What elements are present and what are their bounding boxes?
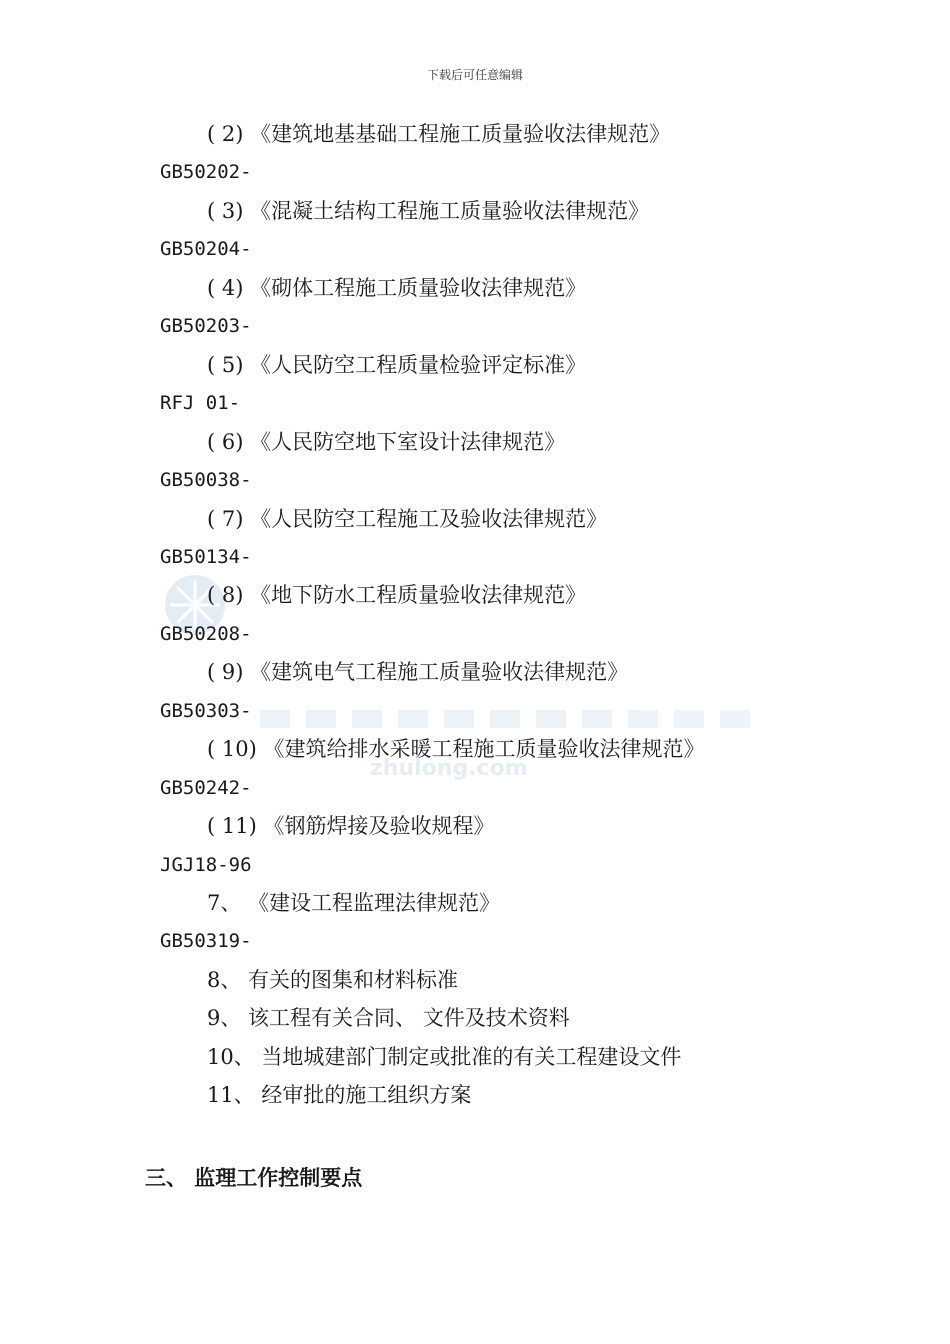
page-header: 下载后可任意编辑 xyxy=(426,68,523,82)
watermark-band xyxy=(260,710,760,728)
standard-code: GB50242- xyxy=(160,776,252,799)
list-item: ( 10) 《建筑给排水采暖工程施工质量验收法律规范》 xyxy=(207,737,705,762)
standard-code: GB50208- xyxy=(160,622,252,645)
list-item: 7、 《建设工程监理法律规范》 xyxy=(207,891,501,915)
list-item: ( 5) 《人民防空工程质量检验评定标准》 xyxy=(207,352,587,377)
standard-code: GB50038- xyxy=(160,469,252,492)
section-heading: 三、 监理工作控制要点 xyxy=(145,1166,363,1190)
standard-code: GB50134- xyxy=(160,545,252,568)
standard-code: GB50203- xyxy=(160,315,252,338)
standard-code: GB50204- xyxy=(160,238,252,261)
list-item: 8、 有关的图集和材料标准 xyxy=(207,967,459,992)
standard-code: GB50202- xyxy=(160,161,252,184)
list-item: 11、 经审批的施工组织方案 xyxy=(207,1083,472,1108)
standard-code: GB50319- xyxy=(160,930,252,953)
standard-code: GB50303- xyxy=(160,699,252,722)
list-item: 10、 当地城建部门制定或批准的有关工程建设文件 xyxy=(207,1044,682,1069)
list-item: ( 3) 《混凝土结构工程施工质量验收法律规范》 xyxy=(207,198,650,223)
list-item: ( 7) 《人民防空工程施工及验收法律规范》 xyxy=(207,506,608,531)
list-item: 9、 该工程有关合同、 文件及技术资料 xyxy=(207,1006,570,1031)
list-item: ( 6) 《人民防空地下室设计法律规范》 xyxy=(207,429,566,454)
standard-code: RFJ 01- xyxy=(160,392,241,415)
list-item: ( 4) 《砌体工程施工质量验收法律规范》 xyxy=(207,275,587,300)
watermark-text: zhulong.com xyxy=(370,756,528,781)
list-item: ( 9) 《建筑电气工程施工质量验收法律规范》 xyxy=(207,660,629,685)
list-item: ( 2) 《建筑地基基础工程施工质量验收法律规范》 xyxy=(207,122,671,146)
list-item: ( 11) 《钢筋焊接及验收规程》 xyxy=(207,814,495,839)
standard-code: JGJ18-96 xyxy=(160,853,252,876)
list-item: ( 8) 《地下防水工程质量验收法律规范》 xyxy=(207,583,587,608)
